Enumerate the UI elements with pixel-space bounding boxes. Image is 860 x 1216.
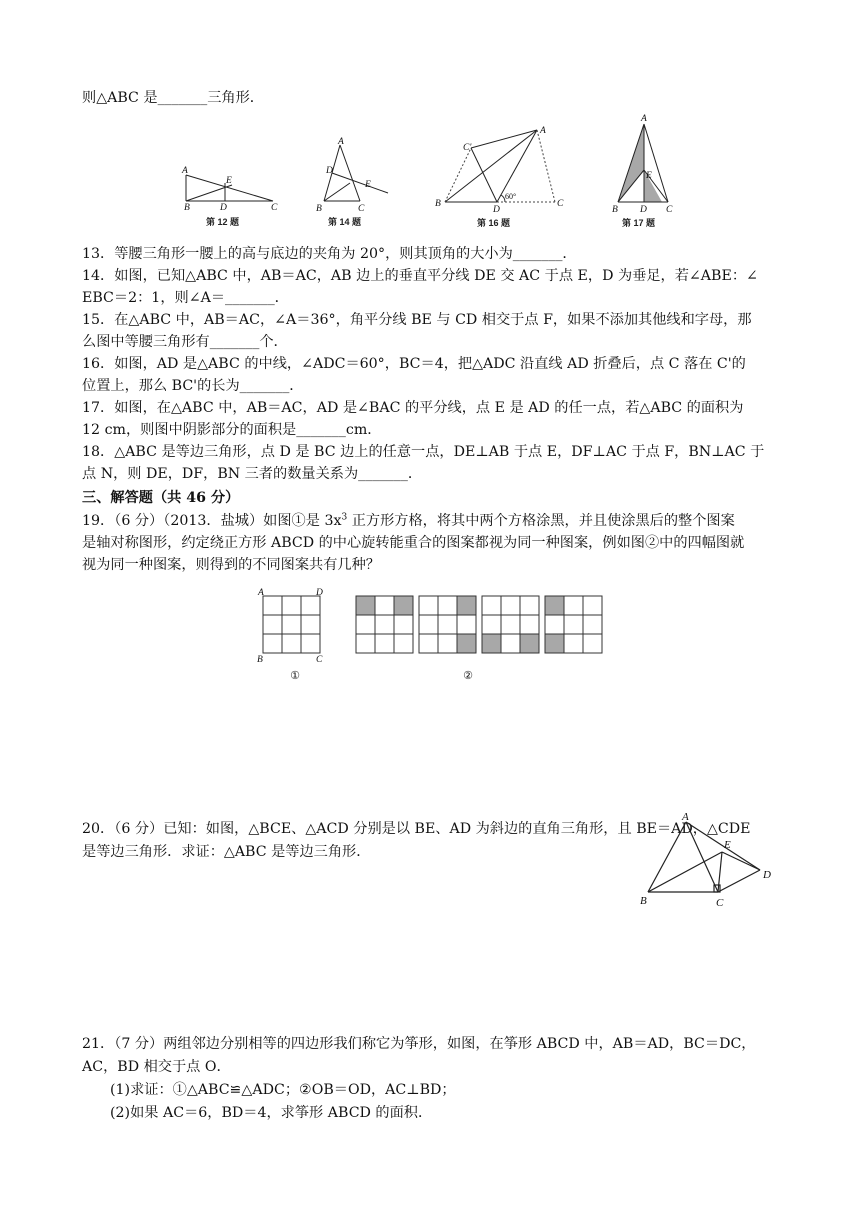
fig14-label-e: E: [365, 180, 371, 190]
fig17-label-b: B: [612, 205, 618, 215]
fig17-caption: 第 17 题: [622, 218, 656, 228]
grid2-caption: ②: [463, 670, 473, 682]
fig12-label-b: B: [184, 203, 190, 213]
question-16-line-1: 16．如图，AD 是△ABC 的中线，∠ADC＝60°，BC＝4，把△ADC 沿直线 AD 折叠后，点 C 落在 C'的: [82, 356, 746, 372]
question-15-line-1: 15．在△ABC 中，AB＝AC，∠A＝36°，角平分线 BE 与 CD 相交于点 F，如果不添加其他线和字母，那: [82, 312, 752, 328]
fig20-label-b: B: [640, 895, 647, 907]
fig20-label-e: E: [724, 839, 731, 851]
figure-20: [630, 808, 780, 913]
fig17-label-a: A: [641, 114, 647, 124]
question-21-line-1: 21．（7 分）两组邻边分别相等的四边形我们称它为筝形，如图，在筝形 ABCD 中，AB＝AD，BC＝DC，: [82, 1036, 756, 1052]
question-13: 13．等腰三角形一腰上的高与底边的夹角为 20°，则其顶角的大小为_______．: [82, 246, 577, 262]
fig12-label-a: A: [182, 166, 188, 176]
fig14-label-d: D: [326, 166, 333, 176]
question-18-line-2: 点 N，则 DE，DF，BN 三者的数量关系为_______．: [82, 466, 423, 482]
fig16-caption: 第 16 题: [477, 218, 511, 228]
question-16-line-2: 位置上，那么 BC'的长为_______．: [82, 378, 304, 394]
fig20-label-d: D: [763, 869, 771, 881]
fig17-label-d: D: [640, 205, 647, 215]
q19-text-pre: 19．（6 分）（2013．盐城）如图①是 3x: [82, 513, 342, 529]
fig16-angle-label: 60°: [505, 192, 517, 201]
fig16-label-a: A: [540, 126, 546, 136]
fig14-caption: 第 14 题: [328, 217, 362, 227]
q19-superscript: 3: [341, 512, 348, 523]
fig20-label-a: A: [682, 811, 689, 823]
fig14-label-b: B: [316, 204, 322, 214]
question-17-line-1: 17．如图，在△ABC 中，AB＝AC，AD 是∠BAC 的平分线，点 E 是 AD 的任一点，若△ABC 的面积为: [82, 400, 744, 416]
figure-12: [170, 155, 285, 230]
fig14-label-a: A: [338, 137, 344, 147]
fig12-label-c: C: [271, 203, 278, 213]
figure-17: [600, 110, 680, 232]
fig16-label-c-prime: C': [463, 143, 472, 153]
fig20-label-c: C: [716, 897, 724, 909]
fig17-label-c: C: [666, 205, 673, 215]
q11-tail-line: 则△ABC 是_______三角形．: [82, 90, 264, 106]
fig16-label-d: D: [493, 205, 500, 215]
fig17-label-e: E: [646, 171, 652, 181]
fig12-caption: 第 12 题: [206, 217, 240, 227]
question-21-line-2: AC，BD 相交于点 O．: [82, 1059, 231, 1075]
question-15-line-2: 么图中等腰三角形有_______个．: [82, 334, 288, 350]
question-19-line-1: [82, 512, 782, 530]
fig14-label-c: C: [358, 204, 365, 214]
grid1-label-d: D: [316, 588, 323, 598]
question-18-line-1: 18．△ABC 是等边三角形，点 D 是 BC 边上的任意一点，DE⊥AB 于点 E，DF⊥AC 于点 F，BN⊥AC 于: [82, 444, 765, 460]
fig16-label-b: B: [435, 199, 441, 209]
fig12-label-e: E: [226, 176, 232, 186]
fig12-label-d: D: [220, 203, 227, 213]
question-19-line-2: 是轴对称图形，约定绕正方形 ABCD 的中心旋转能重合的图案都视为同一种图案，例如图②中的四幅图就: [82, 535, 745, 551]
grid1-caption: ①: [290, 670, 300, 682]
question-20-line-1: 20．（6 分）已知：如图，△BCE、△ACD 分别是以 BE、AD 为斜边的直角三角形，且 BE＝AD，△CDE: [82, 821, 751, 837]
question-14-line-1: 14．如图，已知△ABC 中，AB＝AC，AB 边上的垂直平分线 DE 交 AC 于点 E，D 为垂足，若∠ABE：∠: [82, 268, 758, 284]
figure-14: [310, 133, 395, 231]
question-20-line-2: 是等边三角形．求证：△ABC 是等边三角形．: [82, 844, 371, 860]
grid1-label-b: B: [257, 655, 263, 665]
section-3-heading: 三、解答题（共 46 分）: [82, 490, 240, 506]
fig16-label-c: C: [557, 199, 564, 209]
figure-16: [425, 120, 575, 232]
question-19-line-3: 视为同一种图案，则得到的不同图案共有几种？: [82, 557, 380, 573]
grid-figure-2: [352, 592, 608, 684]
question-21-part-1: (1)求证：①△ABC≌△ADC；②OB＝OD，AC⊥BD；: [110, 1082, 456, 1098]
grid-figure-1: [255, 586, 335, 684]
question-14-line-2: EBC＝2：1，则∠A＝_______．: [82, 290, 289, 306]
question-17-line-2: 12 cm，则图中阴影部分的面积是_______cm．: [82, 422, 382, 438]
q19-text-post: 正方形方格，将其中两个方格涂黑，并且使涂黑后的整个图案: [347, 513, 735, 529]
grid1-label-c: C: [316, 655, 323, 665]
grid1-label-a: A: [258, 588, 264, 598]
question-21-part-2: (2)如果 AC＝6，BD＝4，求筝形 ABCD 的面积．: [110, 1105, 433, 1121]
